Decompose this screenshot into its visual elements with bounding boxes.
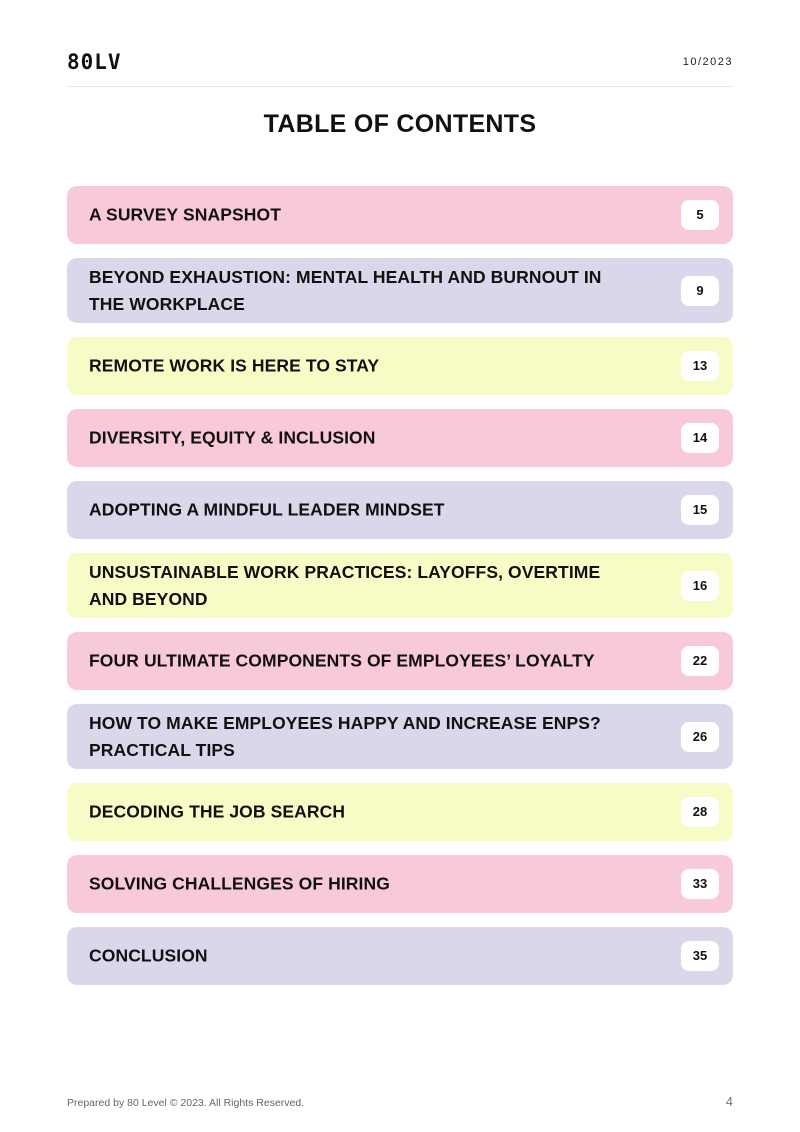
- toc-page-badge: 33: [681, 869, 719, 899]
- toc-item-label: UNSUSTAINABLE WORK PRACTICES: LAYOFFS, OVERTIME AND BEYOND: [89, 561, 601, 609]
- toc-page-badge: 35: [681, 941, 719, 971]
- report-date: 10/2023: [682, 56, 733, 68]
- toc-page-badge: 26: [681, 722, 719, 752]
- toc-item-mindful-leader[interactable]: [67, 481, 733, 539]
- toc-item-hiring-challenges[interactable]: [67, 855, 733, 913]
- toc-item-label: A SURVEY SNAPSHOT: [89, 204, 281, 225]
- toc-item-survey-snapshot[interactable]: [67, 186, 733, 244]
- toc-item-label: SOLVING CHALLENGES OF HIRING: [89, 873, 390, 894]
- toc-page-badge: 28: [681, 797, 719, 827]
- toc-item-label: HOW TO MAKE EMPLOYEES HAPPY AND INCREASE ENPS? PRACTICAL TIPS: [89, 712, 601, 760]
- page-header: [67, 52, 733, 87]
- toc-item-employee-loyalty[interactable]: [67, 632, 733, 690]
- page-title: TABLE OF CONTENTS: [263, 110, 537, 138]
- toc-item-label: DECODING THE JOB SEARCH: [89, 801, 346, 822]
- toc-page-badge: 14: [681, 423, 719, 453]
- toc-item-conclusion[interactable]: [67, 927, 733, 985]
- footer-page-number: 4: [725, 1094, 733, 1109]
- brand-logo: 80LV: [67, 50, 122, 74]
- toc-item-enps-tips[interactable]: [67, 704, 733, 769]
- toc-page-badge: 5: [681, 200, 719, 230]
- toc-item-label: REMOTE WORK IS HERE TO STAY: [89, 355, 380, 376]
- footer-copyright: Prepared by 80 Level © 2023. All Rights Reserved.: [67, 1097, 305, 1109]
- toc-item-label: BEYOND EXHAUSTION: MENTAL HEALTH AND BURNOUT IN THE WORKPLACE: [89, 266, 602, 314]
- toc-page-badge: 16: [681, 571, 719, 601]
- toc-item-unsustainable-work[interactable]: [67, 553, 733, 618]
- toc-item-remote-work[interactable]: [67, 337, 733, 395]
- toc-item-label: ADOPTING A MINDFUL LEADER MINDSET: [89, 499, 445, 520]
- toc-page-badge: 15: [681, 495, 719, 525]
- toc-item-label: DIVERSITY, EQUITY & INCLUSION: [89, 427, 376, 448]
- toc-item-mental-health[interactable]: [67, 258, 733, 323]
- toc-page-badge: 22: [681, 646, 719, 676]
- toc-item-job-search[interactable]: [67, 783, 733, 841]
- toc-item-label: CONCLUSION: [89, 945, 208, 966]
- toc-item-diversity[interactable]: [67, 409, 733, 467]
- toc-page-badge: 13: [681, 351, 719, 381]
- toc-page-badge: 9: [681, 276, 719, 306]
- toc-item-label: FOUR ULTIMATE COMPONENTS OF EMPLOYEES’ LOYALTY: [89, 650, 595, 671]
